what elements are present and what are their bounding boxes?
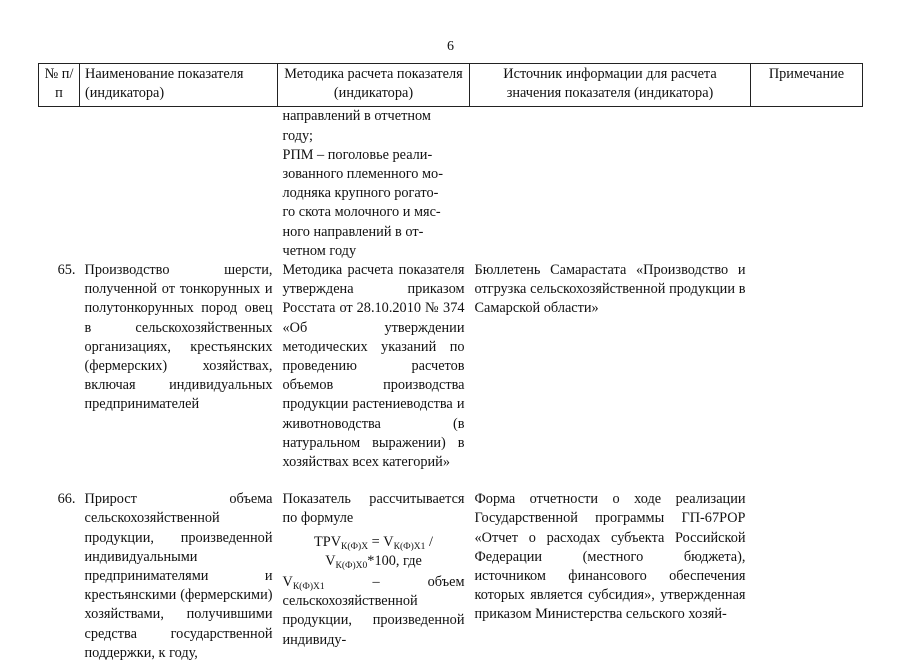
row-number: 65. bbox=[57, 262, 76, 279]
formula bbox=[283, 533, 465, 571]
formula-v0: V bbox=[325, 552, 336, 569]
formula-v0-sub: К(Ф)Х0 bbox=[335, 560, 368, 571]
indicator-method: Методика расчета показателя утверждена приказом Росстата от 28.10.2010 № 374 «Об утверждении методических указаний по проведению расчетов объемов производства продукции растениеводства и животноводства (в натуральном выражении) в хозяйствах всех категорий» bbox=[282, 262, 465, 471]
formula-v1-sub: К(Ф)Х1 bbox=[393, 541, 426, 552]
continuation-line: четном году bbox=[282, 242, 357, 259]
formula-tail: *100, где bbox=[367, 552, 422, 569]
formula-lhs-sub: К(Ф)Х bbox=[341, 541, 369, 552]
table-header-row bbox=[39, 64, 863, 107]
continuation-line: го скота молочного и мяс- bbox=[282, 204, 441, 221]
header-source: Источник информации для расчета значения показателя (индикатора) bbox=[470, 64, 751, 107]
continuation-line: году; bbox=[282, 127, 313, 144]
indicator-name: Производство шерсти, полученной от тонкорунных и полутонкорунных пород овец в сельскохозяйственных организациях, крестьянских (фермерских) хозяйствах, включая индивидуальных предпринимателей bbox=[84, 262, 273, 413]
indicators-table bbox=[38, 63, 863, 663]
header-num: № п/п bbox=[39, 64, 80, 107]
definition-text: – объем сельскохозяйственной продукции, произведенной индивиду- bbox=[282, 574, 465, 648]
row-number: 66. bbox=[57, 491, 76, 508]
continuation-line: РПМ – поголовье реали- bbox=[282, 146, 433, 163]
continuation-line: лодняка крупного рогато- bbox=[282, 185, 439, 202]
indicator-note bbox=[751, 261, 863, 472]
formula-lhs: TPV bbox=[314, 533, 342, 550]
indicator-source: Бюллетень Самарастата «Производство и отгрузка сельскохозяйственной продукции в Самарской области» bbox=[474, 262, 746, 317]
continuation-line: зованного племенного мо- bbox=[282, 166, 443, 183]
continuation-method-cell bbox=[278, 107, 470, 261]
header-name: Наименование показателя (индикатора) bbox=[80, 64, 278, 107]
definition-var: V bbox=[282, 574, 293, 591]
formula-eq: = V bbox=[368, 533, 394, 550]
table-row bbox=[39, 261, 863, 472]
method-definition bbox=[283, 573, 465, 650]
indicator-name: Прирост объема сельскохозяйственной продукции, произведенной индивидуальными предпринимателями и крестьянскими (фермерскими) хозяйствами, получившими средства государственной поддержки, к году, bbox=[84, 491, 273, 661]
header-note: Примечание bbox=[751, 64, 863, 107]
formula-div: / bbox=[425, 533, 433, 550]
table-row-continuation bbox=[39, 107, 863, 261]
indicator-source: Форма отчетности о ходе реализации Государственной программы ГП-67РОР «Отчет о расходах субъекта Российской Федерации (местного бюджета), источником финансового обеспечения которых является субсидия», утвержденная приказом Министерства сельского хозяй- bbox=[474, 491, 746, 623]
page-number: 6 bbox=[447, 39, 454, 54]
method-intro: Показатель рассчитывается по формуле bbox=[282, 491, 465, 527]
row-spacer bbox=[39, 472, 863, 490]
continuation-line: направлений в отчетном bbox=[282, 108, 431, 125]
continuation-line: ного направлений в от- bbox=[282, 223, 424, 240]
header-method: Методика расчета показателя (индикатора) bbox=[278, 64, 470, 107]
indicator-method bbox=[278, 490, 470, 663]
definition-sub: К(Ф)Х1 bbox=[292, 582, 325, 593]
indicator-note bbox=[751, 490, 863, 663]
table-row bbox=[39, 490, 863, 663]
